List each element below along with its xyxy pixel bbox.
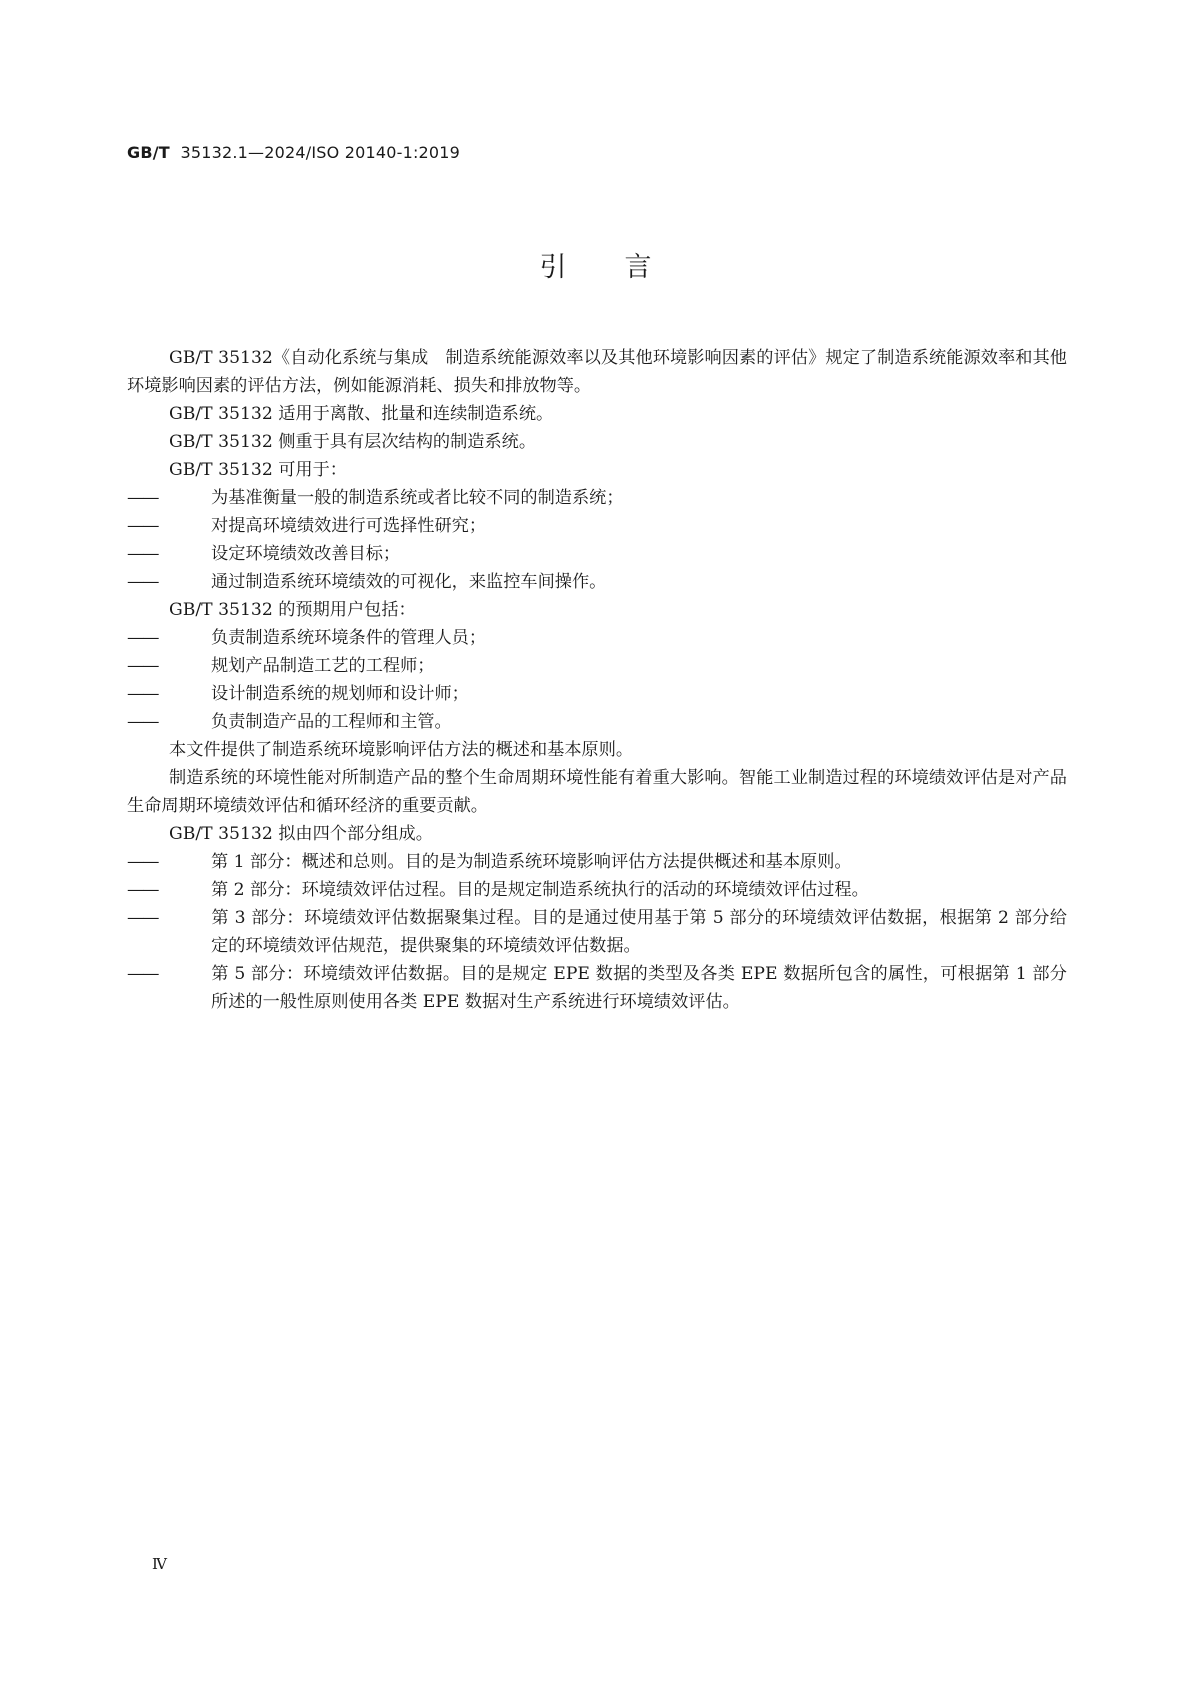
list-item-text: 规划产品制造工艺的工程师； [211, 656, 435, 676]
dash-mark: —— [127, 964, 158, 984]
dash-mark: —— [127, 684, 158, 704]
page-number: Ⅳ [152, 1555, 167, 1573]
list-item-text: 负责制造系统环境条件的管理人员； [211, 628, 487, 648]
dash-mark: —— [127, 880, 158, 900]
dash-mark: —— [127, 628, 158, 648]
document-body [127, 344, 1067, 1016]
list-item-text: 第 1 部分：概述和总则。目的是为制造系统环境影响评估方法提供概述和基本原则。 [211, 852, 852, 872]
list-item [127, 708, 1067, 736]
paragraph: GB/T 35132 适用于离散、批量和连续制造系统。 [169, 404, 554, 424]
list-item [127, 540, 1067, 568]
paragraph: 制造系统的环境性能对所制造产品的整个生命周期环境性能有着重大影响。智能工业制造过程的环境绩效评估是对产品生命周期环境绩效评估和循环经济的重要贡献。 [127, 768, 1067, 816]
list-item-text: 负责制造产品的工程师和主管。 [211, 712, 452, 732]
dash-mark: —— [127, 852, 158, 872]
paragraph: GB/T 35132 的预期用户包括： [169, 600, 416, 620]
list-item [127, 960, 1067, 1016]
paragraph: GB/T 35132 拟由四个部分组成。 [169, 824, 433, 844]
list-item-text: 通过制造系统环境绩效的可视化，来监控车间操作。 [211, 572, 607, 592]
paragraph: GB/T 35132《自动化系统与集成 制造系统能源效率以及其他环境影响因素的评估》规定了制造系统能源效率和其他环境影响因素的评估方法，例如能源消耗、损失和排放物等。 [127, 348, 1067, 396]
list-item-text: 为基准衡量一般的制造系统或者比较不同的制造系统； [211, 488, 624, 508]
list-item [127, 680, 1067, 708]
paragraph: 本文件提供了制造系统环境影响评估方法的概述和基本原则。 [169, 740, 634, 760]
list-item [127, 624, 1067, 652]
list-item-text: 设计制造系统的规划师和设计师； [211, 684, 469, 704]
list-item [127, 512, 1067, 540]
paragraph: GB/T 35132 可用于： [169, 460, 347, 480]
list-item-text: 第 3 部分：环境绩效评估数据聚集过程。目的是通过使用基于第 5 部分的环境绩效评估数据，根据第 2 部分给定的环境绩效评估规范，提供聚集的环境绩效评估数据。 [211, 908, 1067, 956]
dash-mark: —— [127, 488, 158, 508]
dash-mark: —— [127, 544, 158, 564]
dash-mark: —— [127, 516, 158, 536]
list-item [127, 484, 1067, 512]
list-item [127, 848, 1067, 876]
list-item-text: 第 5 部分：环境绩效评估数据。目的是规定 EPE 数据的类型及各类 EPE 数据所包含的属性，可根据第 1 部分所述的一般性原则使用各类 EPE 数据对生产系统进行环境绩效评估。 [211, 964, 1067, 1012]
standard-header [127, 143, 460, 162]
page-title: 引言 [539, 252, 710, 283]
list-item [127, 652, 1067, 680]
list-item-text: 对提高环境绩效进行可选择性研究； [211, 516, 487, 536]
dash-mark: —— [127, 712, 158, 732]
paragraph: GB/T 35132 侧重于具有层次结构的制造系统。 [169, 432, 537, 452]
list-item [127, 904, 1067, 960]
dash-mark: —— [127, 572, 158, 592]
dash-mark: —— [127, 908, 158, 928]
standard-code: 35132.1—2024/ISO 20140-1:2019 [180, 143, 461, 162]
list-item-text: 设定环境绩效改善目标； [211, 544, 401, 564]
list-item [127, 876, 1067, 904]
standard-prefix: GB/T [127, 143, 170, 162]
list-item [127, 568, 1067, 596]
dash-mark: —— [127, 656, 158, 676]
list-item-text: 第 2 部分：环境绩效评估过程。目的是规定制造系统执行的活动的环境绩效评估过程。 [211, 880, 869, 900]
